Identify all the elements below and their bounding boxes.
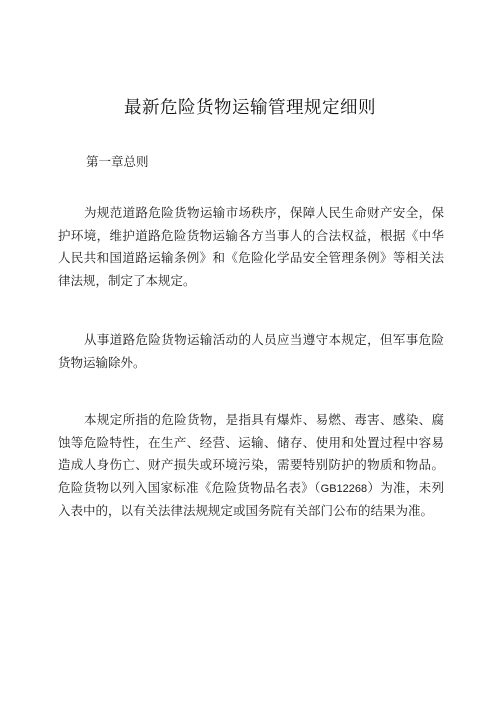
paragraph-definition — [58, 409, 444, 523]
standard-code: GB12268 — [320, 482, 368, 495]
chapter-heading: 第一章总则 — [86, 154, 149, 169]
paragraph-purpose: 为规范道路危险货物运输市场秩序，保障人民生命财产安全，保护环境，维护道路危险货物运输各方当事人的合法权益，根据《中华人民共和国道路运输条例》和《危险化学品安全管理条例》等相关法律法规，制定了本规定。 — [58, 205, 444, 288]
paragraph-definition-text-start: 本规定所指的危险货物，是指具有爆炸、易燃、毒害、感染、腐蚀等危险特性，在生产、经营、运输、储存、使用和处置过程中容易造成人身伤亡、财产损失或环境污染，需要特别防护的物质和物品。危险货物以列入国家标准《危险货物品名表》（ — [58, 412, 444, 495]
document-title: 最新危险货物运输管理规定细则 — [124, 98, 376, 118]
paragraph-definition-text-end: ）为准，未列入表中的，以有关法律法规规定或国务院有关部门公布的结果为准。 — [58, 479, 444, 518]
paragraph-scope: 从事道路危险货物运输活动的人员应当遵守本规定，但军事危险货物运输除外。 — [58, 332, 444, 370]
